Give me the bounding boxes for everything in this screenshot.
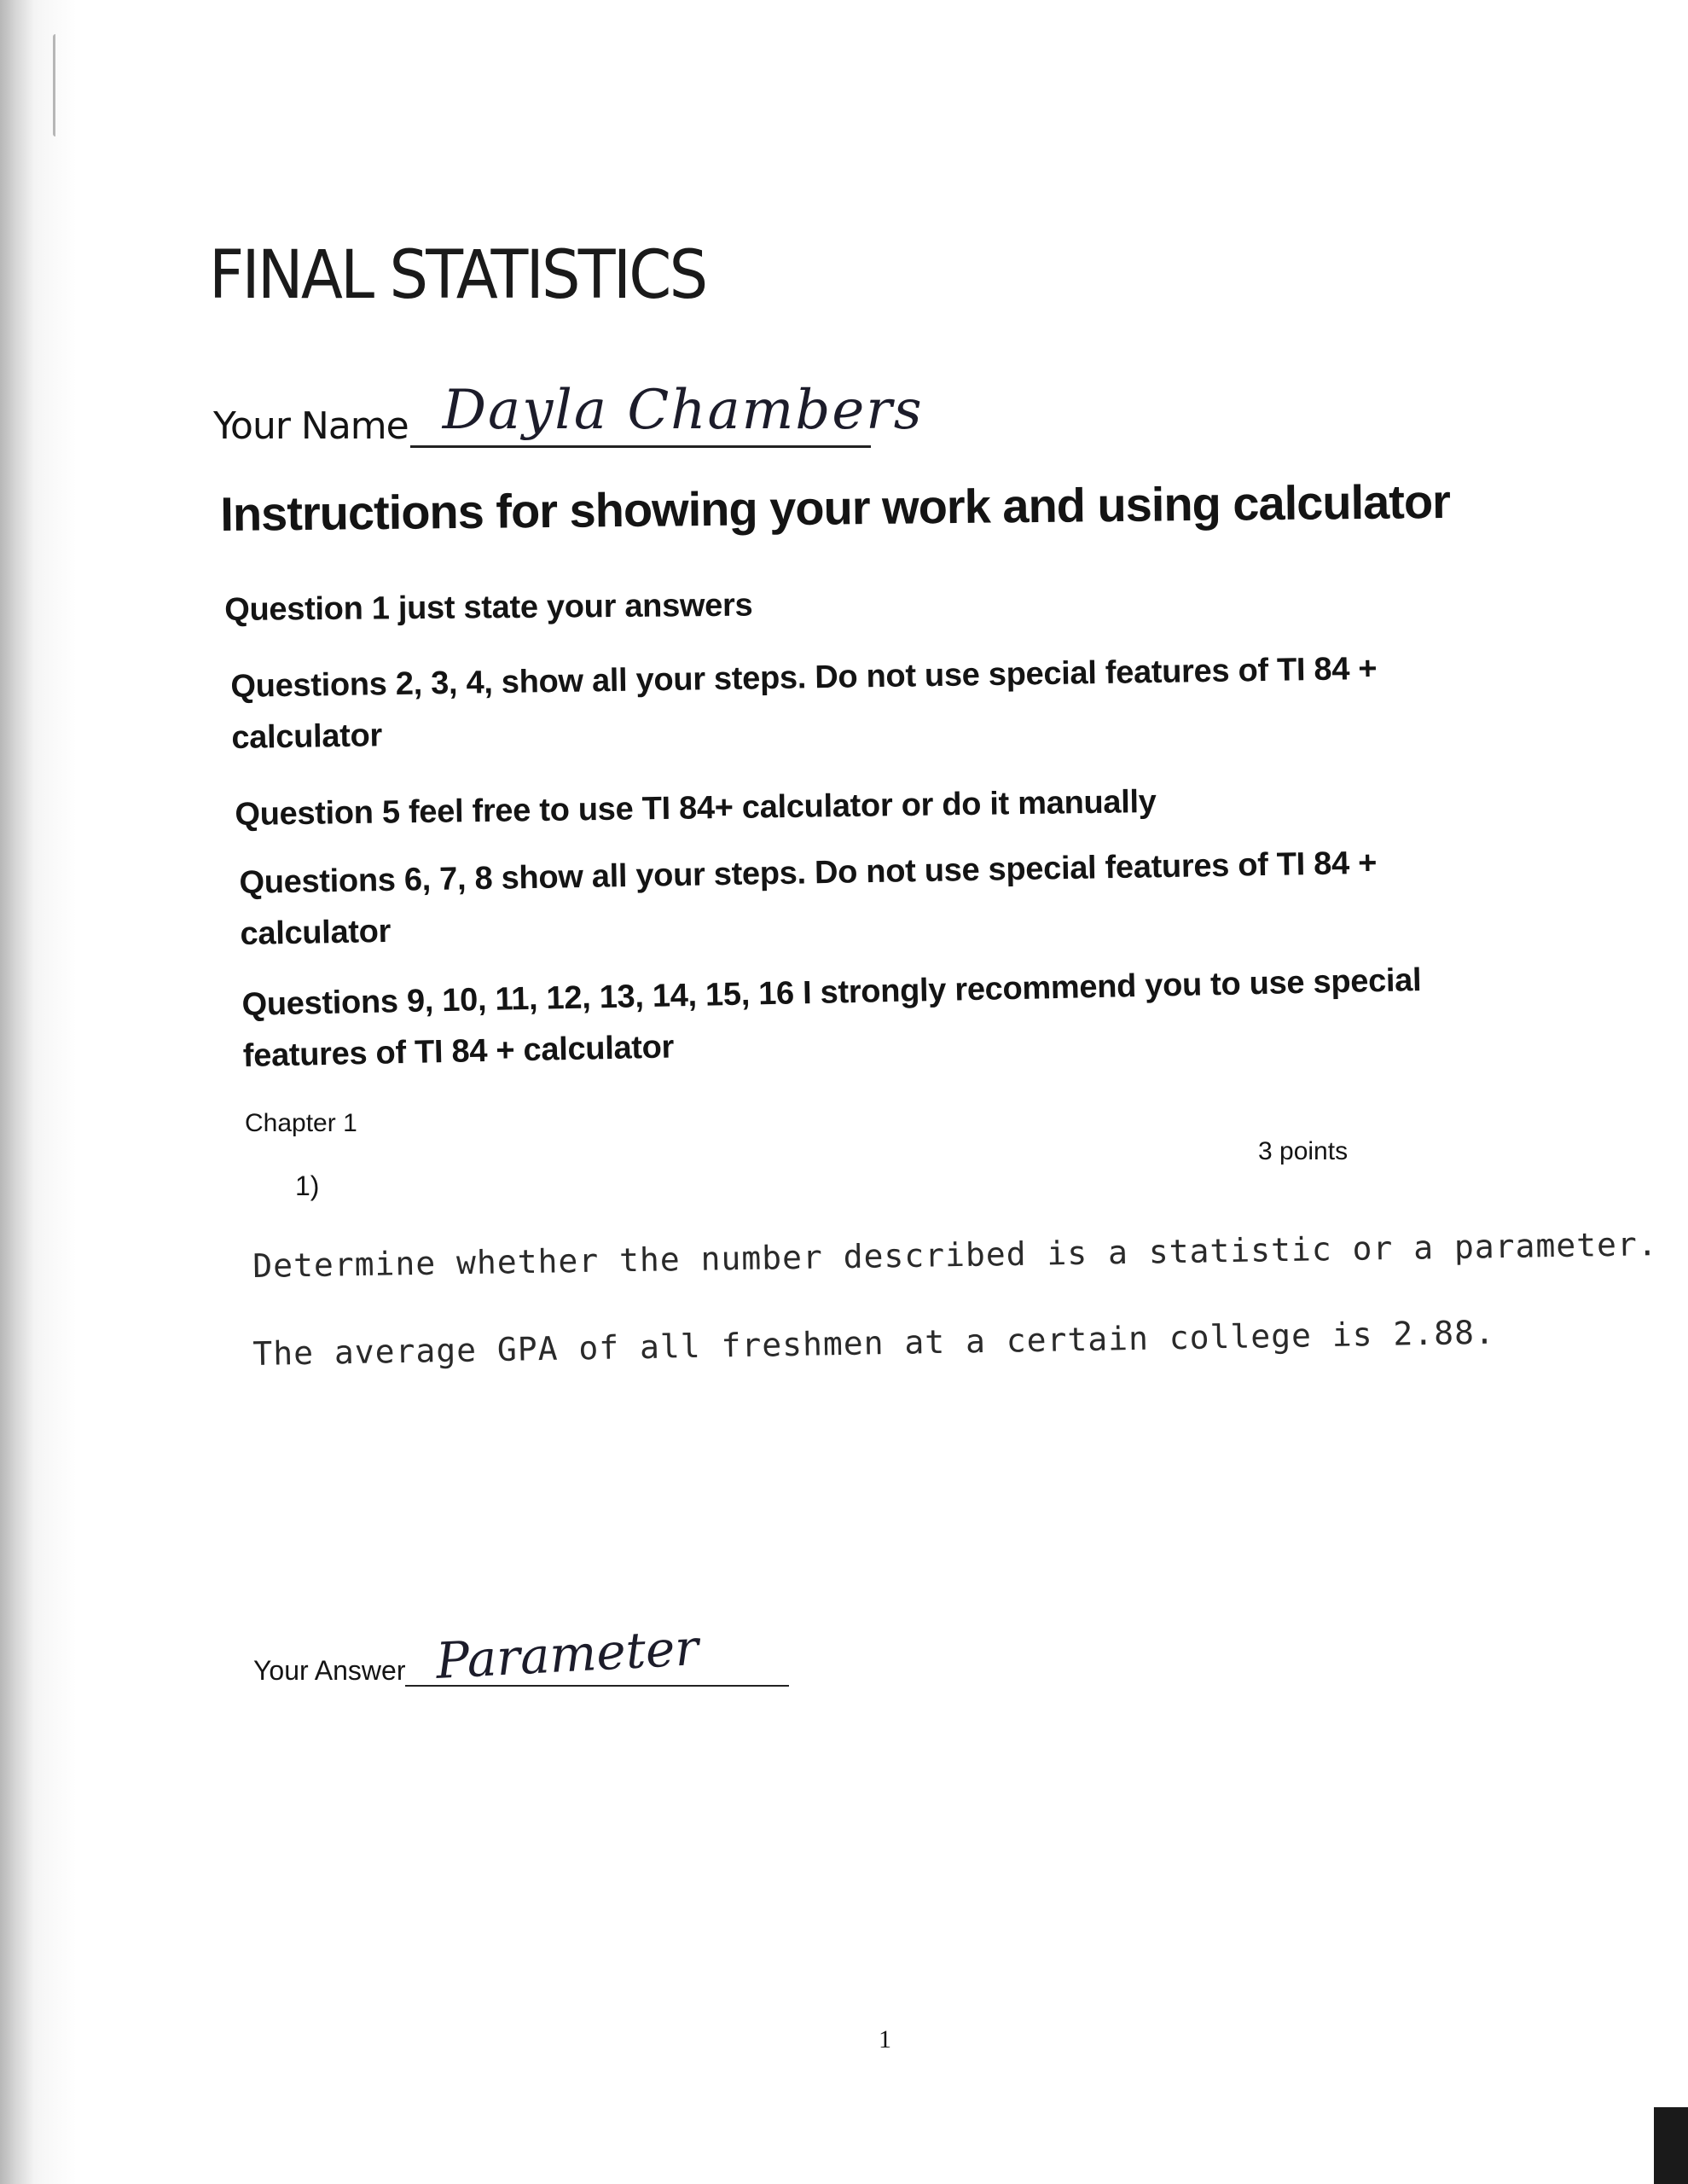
question-statement: The average GPA of all freshmen at a certain college is 2.88. — [252, 1313, 1496, 1373]
scan-corner — [1654, 2107, 1688, 2184]
instruction-line: Questions 9, 10, 11, 12, 13, 14, 15, 16 I strongly recommend you to use special — [241, 962, 1422, 1023]
instruction-item — [230, 643, 1378, 764]
instructions-heading: Instructions for showing your work and using calculator — [220, 473, 1451, 541]
handwritten-answer: Parameter — [434, 1618, 701, 1691]
instruction-line: features of TI 84 + calculator — [242, 1029, 675, 1074]
points-label: 3 points — [1258, 1137, 1349, 1165]
instruction-item — [241, 955, 1423, 1082]
page-number: 1 — [879, 2025, 891, 2053]
name-label: Your Name — [213, 404, 409, 448]
question-prompt: Determine whether the number described is a statistic or a parameter. — [252, 1225, 1659, 1285]
instruction-line: calculator — [240, 913, 392, 952]
staple-mark — [53, 34, 61, 136]
instruction-line: Question 5 feel free to use TI 84+ calculator or do it manually — [235, 783, 1157, 833]
instruction-line: Question 1 just state your answers — [224, 587, 753, 628]
instruction-line: Questions 6, 7, 8 show all your steps. Do not use special features of TI 84 + — [239, 845, 1378, 901]
instruction-item — [235, 776, 1157, 840]
question-number: 1) — [295, 1170, 320, 1201]
answer-field — [253, 1618, 789, 1691]
paper-edge-shadow — [0, 0, 34, 2184]
instruction-line: Questions 2, 3, 4, show all your steps. Do not use special features of TI 84 + — [230, 650, 1378, 705]
chapter-label: Chapter 1 — [245, 1109, 357, 1137]
instruction-item — [239, 838, 1378, 960]
answer-line — [405, 1618, 789, 1691]
name-line — [410, 379, 924, 448]
page-title: FINAL STATISTICS — [209, 237, 706, 314]
instruction-item — [224, 580, 753, 636]
instruction-line: calculator — [231, 717, 383, 756]
name-field — [213, 379, 924, 448]
answer-label: Your Answer — [253, 1655, 406, 1686]
handwritten-name: Dayla Chambers — [442, 379, 924, 442]
